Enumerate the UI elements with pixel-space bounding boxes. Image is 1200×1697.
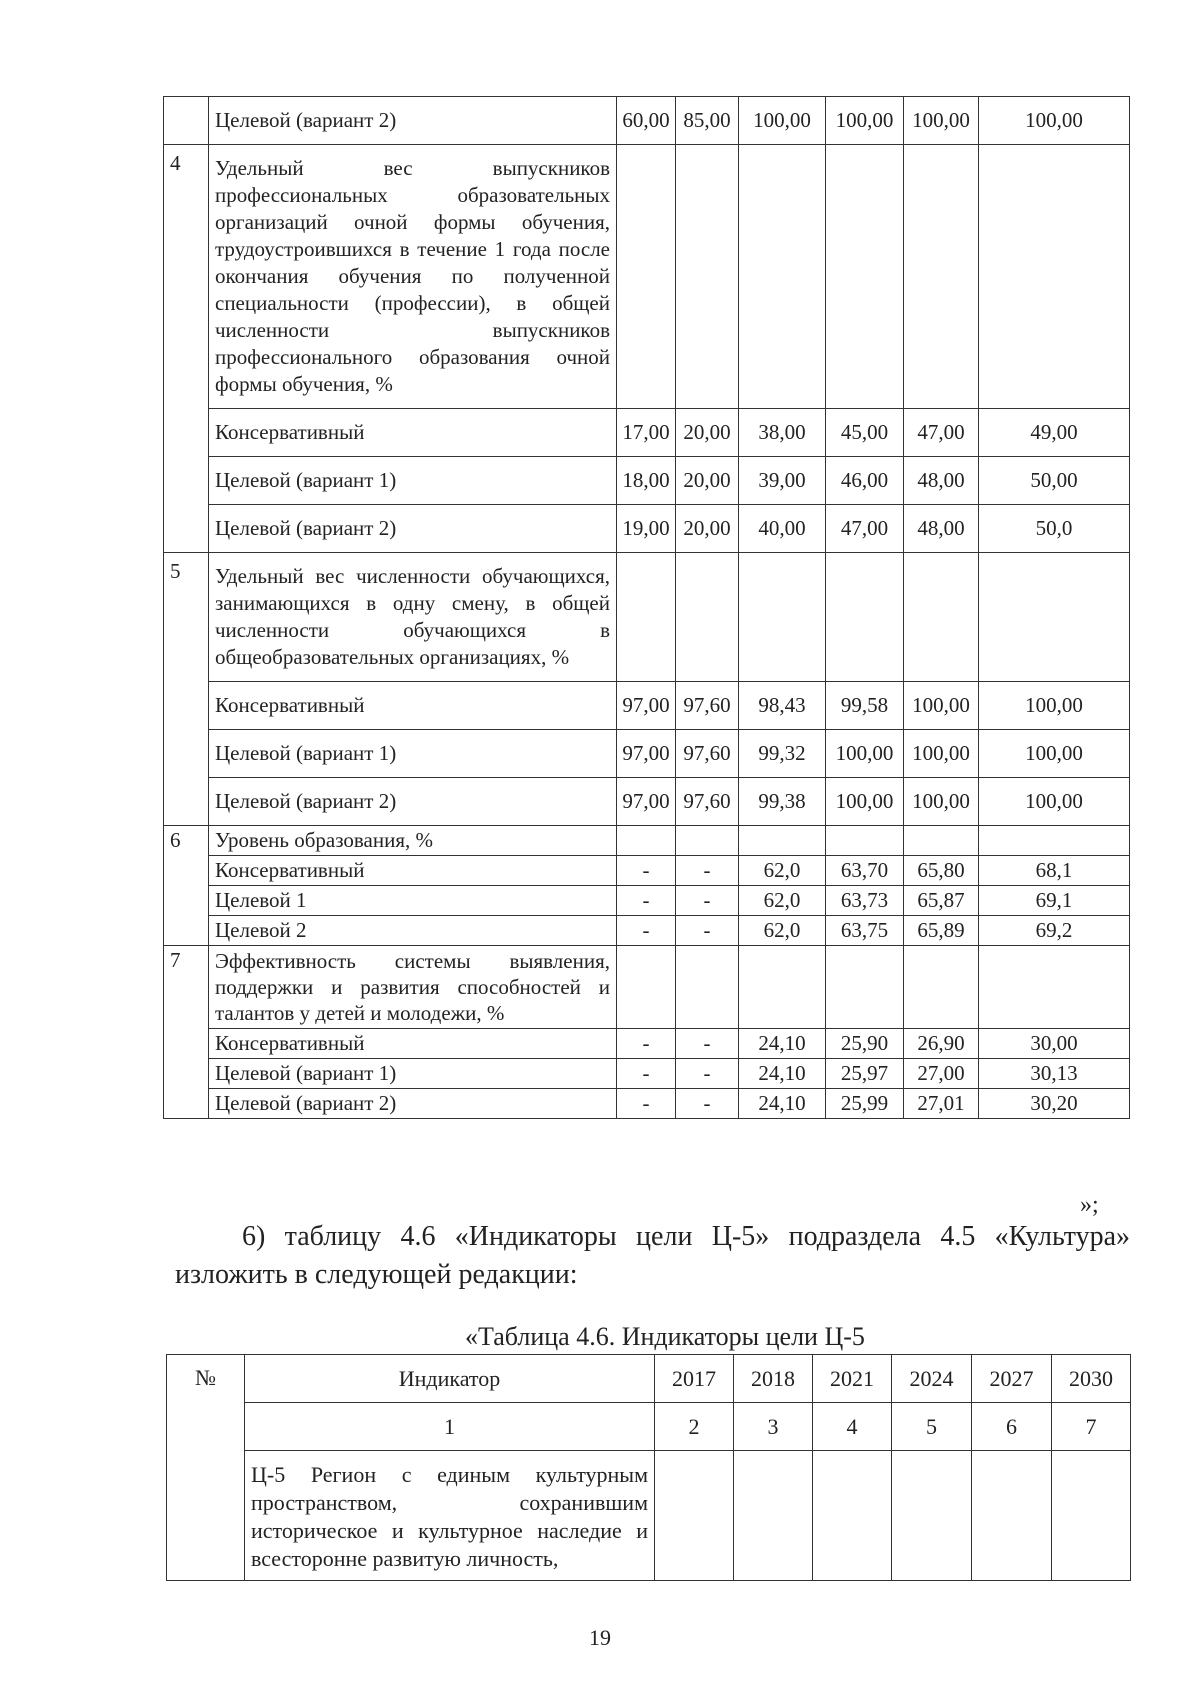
value-cell: - [676, 1029, 739, 1059]
indicator-row [164, 826, 1130, 856]
value-cell: 63,73 [826, 886, 904, 916]
value-cell: 49,00 [979, 409, 1130, 457]
amendment-paragraph [175, 1218, 1130, 1294]
value-cell: 27,01 [904, 1089, 979, 1119]
value-cell: 24,10 [739, 1089, 826, 1119]
value-cell: 100,00 [979, 778, 1130, 826]
value-cell: 100,00 [979, 730, 1130, 778]
value-cell: 62,0 [739, 886, 826, 916]
value-cell: 39,00 [739, 457, 826, 505]
table-row [164, 916, 1130, 946]
scenario-label: Целевой 1 [209, 886, 617, 916]
column-index-row [167, 1403, 1131, 1451]
value-cell: 40,00 [739, 505, 826, 553]
table-row [164, 730, 1130, 778]
value-cell: 48,00 [904, 505, 979, 553]
table-row [164, 457, 1130, 505]
value-cell: 47,00 [826, 505, 904, 553]
scenario-label: Целевой (вариант 2) [209, 1089, 617, 1119]
row-number-cell: 4 [164, 145, 209, 553]
column-index: 3 [734, 1403, 813, 1451]
value-cell: 85,00 [676, 97, 739, 145]
column-index: 4 [813, 1403, 892, 1451]
value-cell: - [676, 916, 739, 946]
indicator-description: Эффективность системы выявления, поддержки и развития способностей и талантов у детей и молодежи, % [209, 946, 617, 1029]
column-index: 5 [892, 1403, 972, 1451]
value-cell: - [617, 856, 676, 886]
indicators-table-continued [163, 96, 1130, 1119]
indicator-description: Уровень образования, % [209, 826, 617, 856]
column-index: 1 [245, 1403, 655, 1451]
value-cell: 26,90 [904, 1029, 979, 1059]
value-cell: 97,60 [676, 730, 739, 778]
value-cell: 50,0 [979, 505, 1130, 553]
column-header: 2030 [1052, 1355, 1131, 1403]
value-cell: 46,00 [826, 457, 904, 505]
page-number: 19 [589, 1625, 611, 1650]
indicator-description: Удельный вес выпускников профессиональных образовательных организаций очной формы обучения, трудоустроившихся в течение 1 года после окончания обучения по полученной специальности (профессии), в общей численности выпускников профессионального образования очной формы обучения, % [209, 145, 617, 409]
table-row [164, 409, 1130, 457]
value-cell: 24,10 [739, 1059, 826, 1089]
value-cell: 63,75 [826, 916, 904, 946]
value-cell: 100,00 [904, 682, 979, 730]
goal-description: Ц-5 Регион с единым культурным пространством, сохранившим историческое и культурное наследие и всесторонне развитую личность, [245, 1451, 655, 1581]
value-cell: - [617, 886, 676, 916]
scenario-label: Целевой 2 [209, 916, 617, 946]
value-cell: 30,00 [979, 1029, 1130, 1059]
scenario-label: Целевой (вариант 2) [209, 97, 617, 145]
table-row [164, 1089, 1130, 1119]
table-row [164, 778, 1130, 826]
row-number-cell: 5 [164, 553, 209, 826]
value-cell: 98,43 [739, 682, 826, 730]
value-cell: 48,00 [904, 457, 979, 505]
goal-row [167, 1451, 1131, 1581]
value-cell: 65,87 [904, 886, 979, 916]
column-header: Индикатор [245, 1355, 655, 1403]
value-cell: 97,00 [617, 778, 676, 826]
value-cell: 17,00 [617, 409, 676, 457]
value-cell: 99,38 [739, 778, 826, 826]
table-header-row [167, 1355, 1131, 1403]
value-cell: 27,00 [904, 1059, 979, 1089]
table-row [164, 1029, 1130, 1059]
indicators-table-c5 [166, 1354, 1131, 1581]
table-row [164, 97, 1130, 145]
value-cell: 99,32 [739, 730, 826, 778]
table-row [164, 505, 1130, 553]
value-cell: 68,1 [979, 856, 1130, 886]
scenario-label: Консервативный [209, 1029, 617, 1059]
value-cell: 100,00 [904, 97, 979, 145]
value-cell: 100,00 [904, 730, 979, 778]
value-cell: 25,90 [826, 1029, 904, 1059]
value-cell: 69,2 [979, 916, 1130, 946]
value-cell: - [676, 856, 739, 886]
indicator-row [164, 553, 1130, 682]
value-cell: 100,00 [904, 778, 979, 826]
column-header: № [167, 1355, 245, 1581]
value-cell: 100,00 [979, 682, 1130, 730]
value-cell: - [676, 886, 739, 916]
value-cell: 47,00 [904, 409, 979, 457]
value-cell: 65,89 [904, 916, 979, 946]
column-index: 2 [655, 1403, 734, 1451]
column-index: 6 [972, 1403, 1052, 1451]
value-cell: 45,00 [826, 409, 904, 457]
closing-quote: »; [1080, 1192, 1099, 1218]
value-cell: 25,99 [826, 1089, 904, 1119]
scenario-label: Целевой (вариант 1) [209, 457, 617, 505]
scenario-label: Целевой (вариант 1) [209, 1059, 617, 1089]
value-cell: 65,80 [904, 856, 979, 886]
paragraph-text: 6) таблицу 4.6 «Индикаторы цели Ц-5» подраздела 4.5 «Культура» изложить в следующей редакции: [175, 1221, 1130, 1290]
value-cell: 62,0 [739, 916, 826, 946]
row-number-cell: 6 [164, 826, 209, 946]
value-cell: 20,00 [676, 457, 739, 505]
value-cell: 100,00 [826, 97, 904, 145]
value-cell: 25,97 [826, 1059, 904, 1089]
value-cell: 97,00 [617, 730, 676, 778]
value-cell: 97,60 [676, 682, 739, 730]
value-cell: 97,60 [676, 778, 739, 826]
indicator-description: Удельный вес численности обучающихся, занимающихся в одну смену, в общей численности обучающихся в общеобразовательных организациях, % [209, 553, 617, 682]
value-cell: 30,13 [979, 1059, 1130, 1089]
value-cell: - [676, 1089, 739, 1119]
scenario-label: Консервативный [209, 856, 617, 886]
column-header: 2018 [734, 1355, 813, 1403]
column-header: 2024 [892, 1355, 972, 1403]
scenario-label: Консервативный [209, 409, 617, 457]
value-cell: 69,1 [979, 886, 1130, 916]
scenario-label: Целевой (вариант 2) [209, 778, 617, 826]
column-header: 2021 [813, 1355, 892, 1403]
value-cell: 20,00 [676, 409, 739, 457]
column-header: 2017 [655, 1355, 734, 1403]
value-cell: 19,00 [617, 505, 676, 553]
column-index: 7 [1052, 1403, 1131, 1451]
table-row [164, 682, 1130, 730]
value-cell: 18,00 [617, 457, 676, 505]
scenario-label: Целевой (вариант 2) [209, 505, 617, 553]
value-cell: 100,00 [826, 730, 904, 778]
table-row [164, 856, 1130, 886]
value-cell: 100,00 [979, 97, 1130, 145]
value-cell: 99,58 [826, 682, 904, 730]
scenario-label: Консервативный [209, 682, 617, 730]
value-cell: - [617, 916, 676, 946]
value-cell: - [676, 1059, 739, 1089]
value-cell: 63,70 [826, 856, 904, 886]
table-row [164, 886, 1130, 916]
value-cell: 60,00 [617, 97, 676, 145]
column-header: 2027 [972, 1355, 1052, 1403]
value-cell: 97,00 [617, 682, 676, 730]
value-cell: 100,00 [826, 778, 904, 826]
value-cell: 100,00 [739, 97, 826, 145]
value-cell: 20,00 [676, 505, 739, 553]
scenario-label: Целевой (вариант 1) [209, 730, 617, 778]
value-cell: 30,20 [979, 1089, 1130, 1119]
row-number-cell [164, 97, 209, 145]
indicator-row [164, 946, 1130, 1029]
table-caption: «Таблица 4.6. Индикаторы цели Ц-5 [465, 1322, 865, 1351]
table-row [164, 1059, 1130, 1089]
value-cell: 24,10 [739, 1029, 826, 1059]
value-cell: - [617, 1089, 676, 1119]
value-cell: 38,00 [739, 409, 826, 457]
value-cell: - [617, 1029, 676, 1059]
value-cell: 50,00 [979, 457, 1130, 505]
row-number-cell: 7 [164, 946, 209, 1119]
value-cell: - [617, 1059, 676, 1089]
value-cell: 62,0 [739, 856, 826, 886]
indicator-row [164, 145, 1130, 409]
